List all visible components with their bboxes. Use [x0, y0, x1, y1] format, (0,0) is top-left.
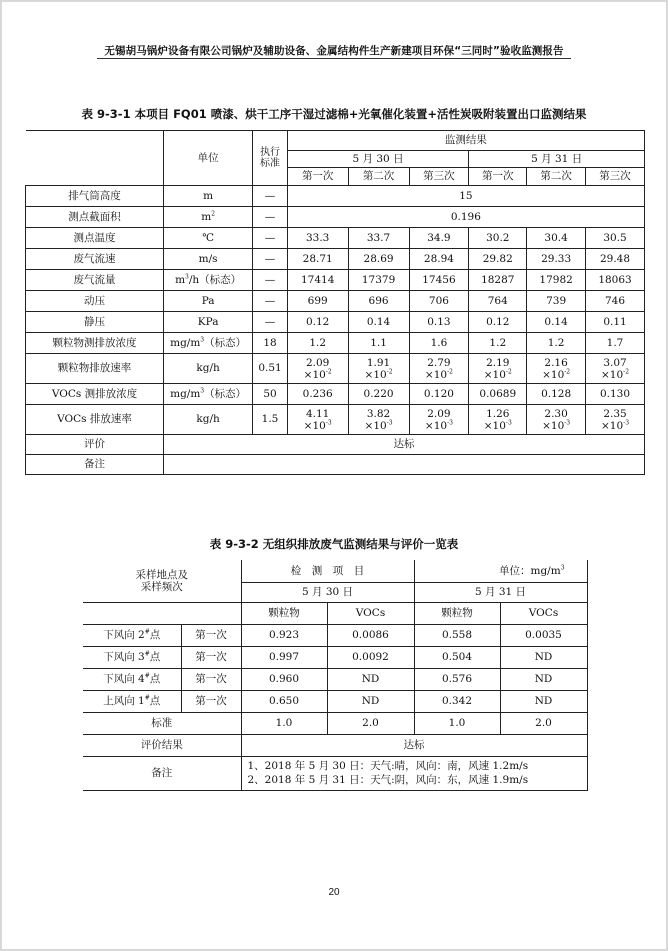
unit-header: [414, 560, 587, 582]
row-value: 699: [287, 291, 348, 312]
row-value: 28.69: [348, 249, 409, 270]
row-value: 17379: [348, 270, 409, 291]
row-standard: 0.51: [253, 354, 287, 384]
row-item: VOCs 排放速率: [26, 405, 164, 435]
standard-value: 2.0: [327, 712, 414, 734]
date-header-1: 5 月 30 日: [287, 151, 469, 168]
row-value: 1.6: [409, 333, 469, 354]
row-value: 29.48: [586, 249, 645, 270]
row-value: 0.558: [414, 624, 500, 646]
row-frequency: 第一次: [181, 690, 241, 712]
table-row: [26, 270, 645, 291]
row-standard: —: [253, 270, 287, 291]
row-item: 废气流量: [26, 270, 164, 291]
unit-header: 单位: [163, 131, 252, 186]
row-item: 静压: [26, 312, 164, 333]
eval-value: 达标: [241, 734, 587, 756]
row-item: 颗粒物测排放浓度: [26, 333, 164, 354]
row-value: 0.14: [348, 312, 409, 333]
pollutant-header: 颗粒物: [241, 602, 327, 624]
row-value: 0.0035: [500, 624, 587, 646]
row-value: 28.94: [409, 249, 469, 270]
row-value: 29.82: [469, 249, 527, 270]
row-value: 0.14: [527, 312, 586, 333]
row-rate-value: 2.09 $\times 10^{-2}$: [287, 354, 348, 384]
row-value: 0.236: [287, 384, 348, 405]
row-unit: kg/h: [163, 405, 252, 435]
row-unit: $mg/m^3$（标态）: [163, 384, 252, 405]
row-unit: ℃: [163, 228, 252, 249]
eval-label: 评价结果: [83, 734, 241, 756]
row-location: 下风向 3#点: [83, 646, 181, 668]
table-row: [26, 333, 645, 354]
row-standard: —: [253, 207, 287, 228]
row-value: 1.7: [586, 333, 645, 354]
row-value: 0.650: [241, 690, 327, 712]
row-value: 1.2: [287, 333, 348, 354]
table-row: [26, 228, 645, 249]
row-value: 1.2: [527, 333, 586, 354]
row-value: 1.1: [348, 333, 409, 354]
row-value: 0.960: [241, 668, 327, 690]
row-unit: $m^2$: [163, 207, 252, 228]
table-row: [26, 186, 645, 207]
row-value: 706: [409, 291, 469, 312]
row-value: 30.4: [527, 228, 586, 249]
row-location: 下风向 2#点: [83, 624, 181, 646]
row-value: 0.0092: [327, 646, 414, 668]
row-value: 0.0086: [327, 624, 414, 646]
row-standard: 1.5: [253, 405, 287, 435]
eval-value: 达标: [163, 435, 644, 455]
table-row: [83, 690, 587, 712]
note-label: 备注: [83, 756, 241, 790]
row-rate-value: 2.30 $\times 10^{-3}$: [527, 405, 586, 435]
row-standard: 50: [253, 384, 287, 405]
row-rate-value: 2.19 $\times 10^{-2}$: [469, 354, 527, 384]
time-header: 第三次: [409, 168, 469, 186]
table-row: [83, 624, 587, 646]
row-unit: m/s: [163, 249, 252, 270]
row-rate-value: 1.91 $\times 10^{-2}$: [348, 354, 409, 384]
row-rate-value: 2.16 $\times 10^{-2}$: [527, 354, 586, 384]
row-value: 1.2: [469, 333, 527, 354]
row-value: ND: [500, 690, 587, 712]
table-row: [26, 249, 645, 270]
row-rate-value: 3.07 $\times 10^{-2}$: [586, 354, 645, 384]
row-rate-value: 3.82 $\times 10^{-3}$: [348, 405, 409, 435]
row-standard: 18: [253, 333, 287, 354]
row-frequency: 第一次: [181, 646, 241, 668]
header-rule: [97, 58, 571, 59]
row-value: 30.2: [469, 228, 527, 249]
row-value: 739: [527, 291, 586, 312]
row-standard: —: [253, 249, 287, 270]
row-merged-value: 15: [287, 186, 644, 207]
pollutant-header: 颗粒物: [414, 602, 500, 624]
row-rate-value: 2.09 $\times 10^{-3}$: [409, 405, 469, 435]
location-header: 采样地点及 采样频次: [83, 560, 241, 602]
row-item: 废气流速: [26, 249, 164, 270]
row-value: 33.3: [287, 228, 348, 249]
row-value: 30.5: [586, 228, 645, 249]
row-value: 0.0689: [469, 384, 527, 405]
standard-label: 标准: [83, 712, 241, 734]
row-standard: —: [253, 291, 287, 312]
note-line-2: 2、2018 年 5 月 31 日：天气:阴，风向：东，风速 1.9m/s: [247, 774, 529, 786]
row-value: 0.11: [586, 312, 645, 333]
row-frequency: 第一次: [181, 668, 241, 690]
table-row: [26, 354, 645, 384]
items-header: 检 测 项 目: [241, 560, 414, 582]
row-value: 0.13: [409, 312, 469, 333]
table-row: [83, 668, 587, 690]
row-value: ND: [500, 668, 587, 690]
row-standard: —: [253, 186, 287, 207]
date-header-2: 5 月 31 日: [469, 151, 645, 168]
eval-label: 评价: [26, 435, 164, 455]
row-value: 18063: [586, 270, 645, 291]
row-value: 0.220: [348, 384, 409, 405]
results-header: 监测结果: [287, 131, 644, 151]
row-unit: $m^3/h$（标态）: [163, 270, 252, 291]
pollutant-header: VOCs: [500, 602, 587, 624]
time-header: 第二次: [348, 168, 409, 186]
row-item: 排气筒高度: [26, 186, 164, 207]
row-value: 0.130: [586, 384, 645, 405]
row-unit: m: [163, 186, 252, 207]
date-header-2: 5 月 31 日: [414, 582, 587, 602]
standard-value: 1.0: [241, 712, 327, 734]
table2-caption: 表 9-3-2 无组织排放废气监测结果与评价一览表: [209, 537, 459, 551]
row-value: 746: [586, 291, 645, 312]
table-row: [26, 405, 645, 435]
row-value: 0.997: [241, 646, 327, 668]
row-location: 上风向 1#点: [83, 690, 181, 712]
page-number: 20: [328, 887, 340, 898]
row-rate-value: 1.26 $\times 10^{-3}$: [469, 405, 527, 435]
row-value: 0.12: [287, 312, 348, 333]
table-row: [26, 312, 645, 333]
date-header-1: 5 月 30 日: [241, 582, 414, 602]
row-item: 动压: [26, 291, 164, 312]
table-row: [83, 646, 587, 668]
row-rate-value: 4.11 $\times 10^{-3}$: [287, 405, 348, 435]
row-unit: KPa: [163, 312, 252, 333]
note-line-1: 1、2018 年 5 月 30 日：天气:晴，风向：南，风速 1.2m/s: [247, 760, 529, 772]
table-row: [26, 207, 645, 228]
row-value: 0.120: [409, 384, 469, 405]
standard-value: 2.0: [500, 712, 587, 734]
row-value: 0.576: [414, 668, 500, 690]
row-item: 颗粒物排放速率: [26, 354, 164, 384]
row-value: 0.128: [527, 384, 586, 405]
row-value: ND: [500, 646, 587, 668]
fugitive-emission-table: [83, 560, 588, 791]
row-value: 29.33: [527, 249, 586, 270]
table-row: [26, 291, 645, 312]
row-standard: —: [253, 312, 287, 333]
note-label: 备注: [26, 455, 164, 475]
row-merged-value: 0.196: [287, 207, 644, 228]
stack-monitoring-table: [25, 130, 645, 475]
table-row: [26, 384, 645, 405]
row-value: 0.504: [414, 646, 500, 668]
row-unit: kg/h: [163, 354, 252, 384]
row-value: 0.923: [241, 624, 327, 646]
row-value: 33.7: [348, 228, 409, 249]
notes-cell: [241, 756, 587, 790]
row-item: VOCs 测排放浓度: [26, 384, 164, 405]
row-value: 28.71: [287, 249, 348, 270]
row-rate-value: 2.79 $\times 10^{-2}$: [409, 354, 469, 384]
note-value: [163, 455, 644, 475]
row-value: 17982: [527, 270, 586, 291]
standard-value: 1.0: [414, 712, 500, 734]
row-value: 17414: [287, 270, 348, 291]
row-value: ND: [327, 668, 414, 690]
row-standard: —: [253, 228, 287, 249]
row-value: 0.12: [469, 312, 527, 333]
time-header: 第一次: [469, 168, 527, 186]
standard-header: 执行 标准: [253, 131, 287, 186]
row-value: 34.9: [409, 228, 469, 249]
report-page: [2, 2, 666, 949]
corner-cell: [26, 131, 164, 186]
row-value: 18287: [469, 270, 527, 291]
row-value: 17456: [409, 270, 469, 291]
row-value: 696: [348, 291, 409, 312]
time-header: 第一次: [287, 168, 348, 186]
unit-label: 单位：$mg/m^3$: [499, 564, 565, 577]
time-header: 第三次: [586, 168, 645, 186]
row-item: 测点截面积: [26, 207, 164, 228]
row-value: 0.342: [414, 690, 500, 712]
row-unit: $mg/m^3$（标态）: [163, 333, 252, 354]
report-header: 无锡胡马锅炉设备有限公司锅炉及辅助设备、金属结构件生产新建项目环保“三同时”验收监测报告: [104, 45, 564, 57]
row-location: 下风向 4#点: [83, 668, 181, 690]
row-frequency: 第一次: [181, 624, 241, 646]
row-value: ND: [327, 690, 414, 712]
pollutant-header: VOCs: [327, 602, 414, 624]
row-value: 764: [469, 291, 527, 312]
row-unit: Pa: [163, 291, 252, 312]
time-header: 第二次: [527, 168, 586, 186]
table1-caption: 表 9-3-1 本项目 FQ01 喷漆、烘干工序干湿过滤棉+光氧催化装置+活性炭吸附装置出口监测结果: [81, 107, 587, 121]
row-rate-value: 2.35 $\times 10^{-3}$: [586, 405, 645, 435]
row-item: 测点温度: [26, 228, 164, 249]
blank-cell: [83, 602, 241, 624]
